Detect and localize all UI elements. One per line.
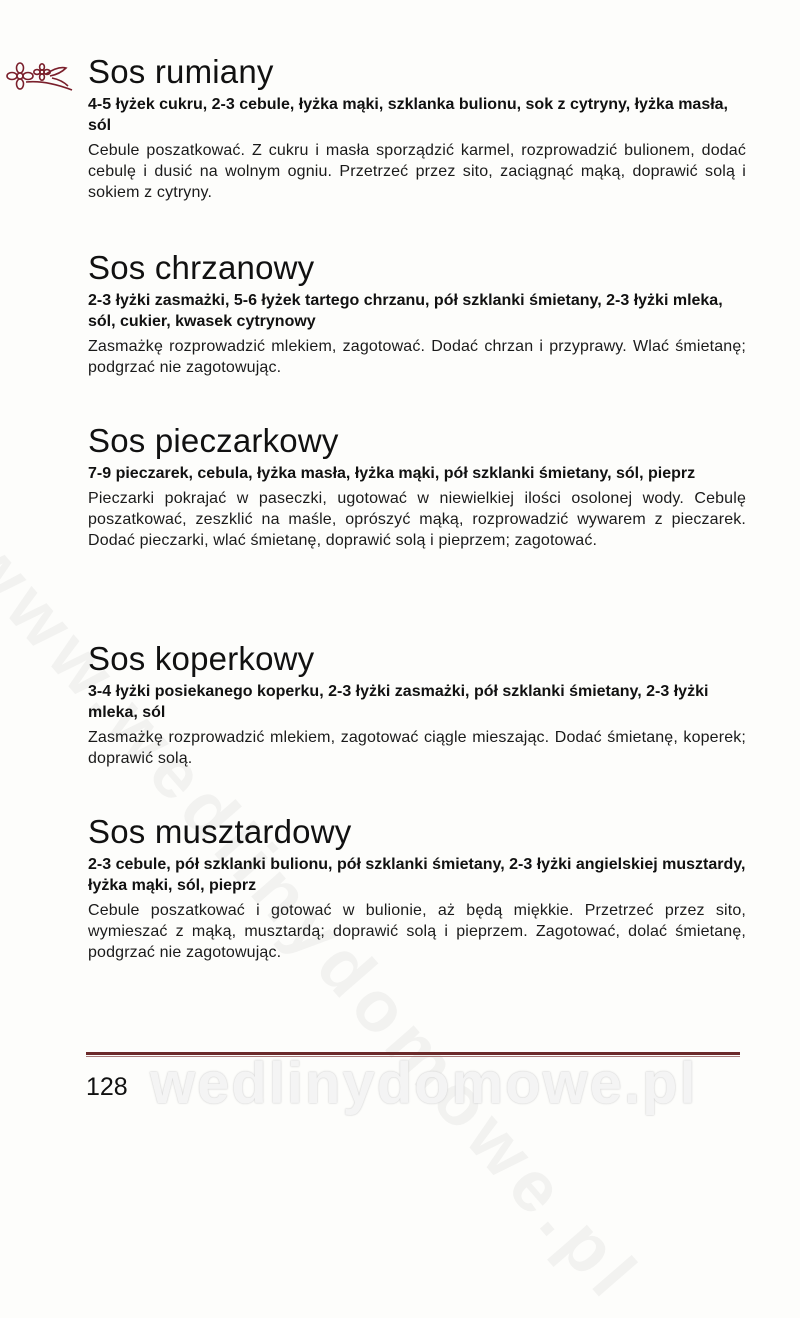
recipe-instructions: Cebule poszatkować. Z cukru i masła sporządzić karmel, rozprowadzić bulionem, dodać cebulę i dusić na wolnym ogniu. Przetrzeć przez sito, zaciągnąć mąką, doprawić solą i sokiem z cytryny. xyxy=(88,142,746,201)
recipe-ingredients: 2-3 cebule, pół szklanki bulionu, pół szklanki śmietany, 2-3 łyżki angielskiej musztardy, łyżka mąki, sól, pieprz xyxy=(88,856,746,894)
recipe-instructions: Zasmażkę rozprowadzić mlekiem, zagotować. Dodać chrzan i przyprawy. Wlać śmietanę; podgrzać nie zagotowując. xyxy=(88,338,746,376)
recipe-title: Sos chrzanowy xyxy=(88,249,315,286)
recipe-sos-rumiany xyxy=(88,54,746,203)
recipe-instructions: Zasmażkę rozprowadzić mlekiem, zagotować ciągle mieszając. Dodać śmietanę, koperek; doprawić solą. xyxy=(88,729,746,767)
recipe-ingredients: 4-5 łyżek cukru, 2-3 cebule, łyżka mąki, szklanka bulionu, sok z cytryny, łyżka masła, sól xyxy=(88,96,728,134)
recipe-sos-pieczarkowy xyxy=(88,423,746,551)
recipe-sos-musztardowy xyxy=(88,814,746,963)
recipe-title: Sos rumiany xyxy=(88,53,274,90)
recipe-title: Sos pieczarkowy xyxy=(88,422,339,459)
recipe-title: Sos musztardowy xyxy=(88,813,352,850)
recipe-sos-koperkowy xyxy=(88,641,746,769)
flower-icon xyxy=(6,58,78,94)
recipe-title: Sos koperkowy xyxy=(88,640,315,677)
recipe-ingredients: 2-3 łyżki zasmażki, 5-6 łyżek tartego chrzanu, pół szklanki śmietany, 2-3 łyżki mleka, sól, cukier, kwasek cytrynowy xyxy=(88,292,723,330)
recipe-instructions: Pieczarki pokrajać w paseczki, ugotować w niewielkiej ilości osolonej wody. Cebulę poszatkować, zeszklić na maśle, oprószyć mąką, rozprowadzić wywarem z pieczarek. Dodać pieczarki, wlać śmietanę, doprawić solą i pieprzem; zagotować. xyxy=(88,490,746,549)
page-number: 128 xyxy=(86,1073,128,1101)
recipe-instructions: Cebule poszatkować i gotować w bulionie, aż będą miękkie. Przetrzeć przez sito, wymieszać z mąką, musztardą; doprawić solą i pieprzem. Zagotować, dolać śmietanę, podgrzać nie zagotowując. xyxy=(88,902,746,961)
footer-watermark: wedlinydomowe.pl xyxy=(150,1051,698,1116)
recipe-sos-chrzanowy xyxy=(88,250,746,378)
recipe-ingredients: 7-9 pieczarek, cebula, łyżka masła, łyżka mąki, pół szklanki śmietany, sól, pieprz xyxy=(88,465,696,482)
recipe-ingredients: 3-4 łyżki posiekanego koperku, 2-3 łyżki zasmażki, pół szklanki śmietany, 2-3 łyżki mleka, sól xyxy=(88,683,709,721)
